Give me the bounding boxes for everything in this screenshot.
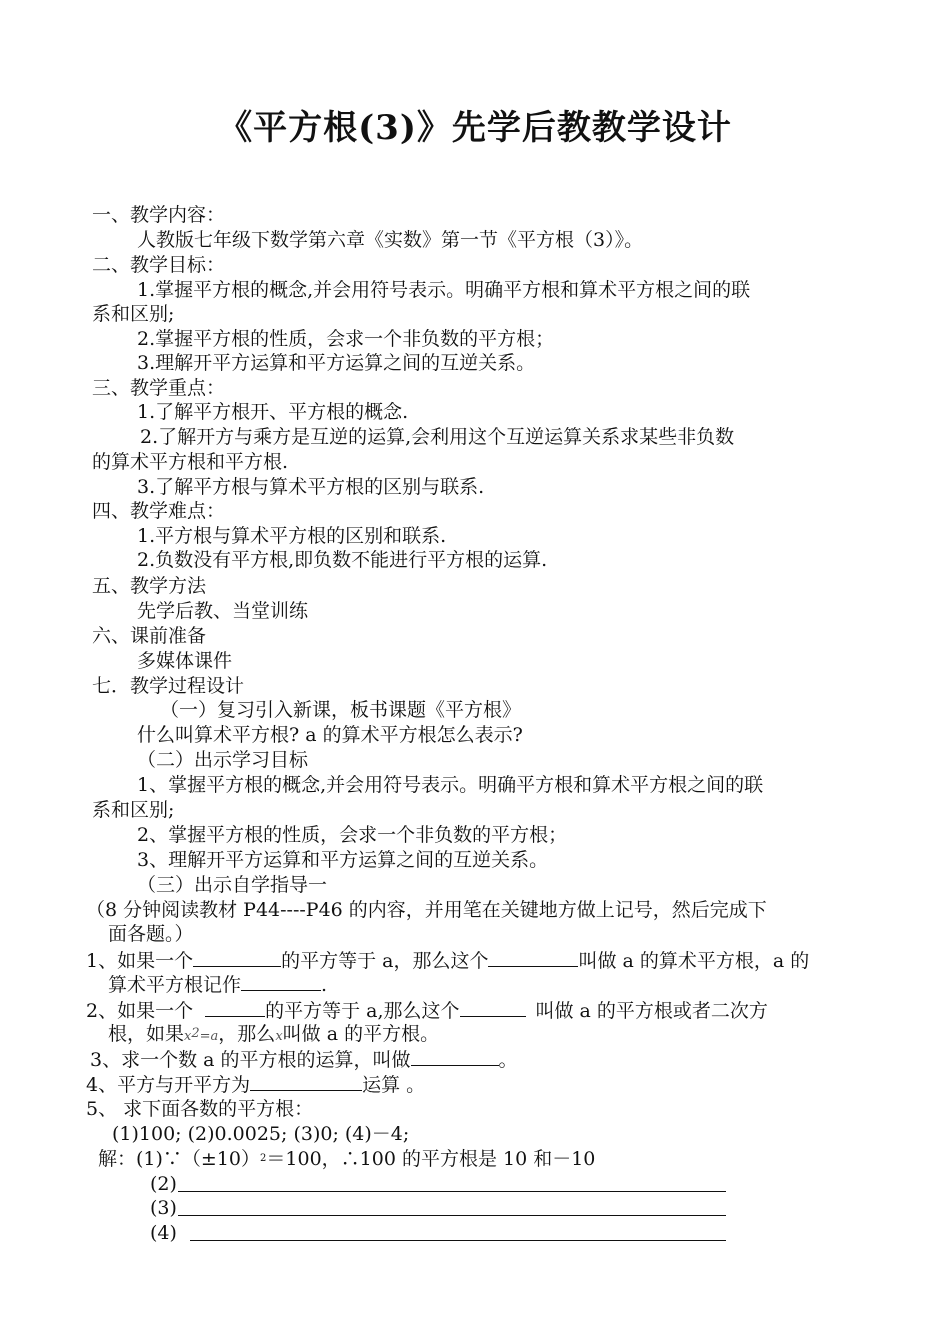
question-text: . [321,974,328,996]
solution-blank-line[interactable] [178,1191,726,1192]
question-text: 的平方等于 a，那么这个 [281,950,489,972]
difficulty-item: 2.负数没有平方根,即负数不能进行平方根的运算. [137,549,548,571]
goal-item: 1、掌握平方根的概念,并会用符号表示。明确平方根和算术平方根之间的联 [137,774,764,796]
question-4 [86,1072,425,1097]
solution-text: 解：(1)∵（±10） [98,1148,261,1170]
solution-text: ＝100，∴100 的平方根是 10 和－10 [266,1148,596,1170]
section-heading: 五、教学方法 [92,575,207,597]
solution-label-2: (2) [150,1173,177,1195]
question-text: 1、如果一个 [86,950,194,972]
answer-blank[interactable] [241,972,321,991]
solution-blank-line[interactable] [178,1215,726,1216]
question-text: 。 [498,1049,518,1071]
page-title: 《平方根(3)》先学后教教学设计 [218,108,732,148]
question-2-cont [108,1022,439,1049]
formula-equals: =a [199,1029,219,1044]
process-step: （二）出示学习目标 [137,749,309,771]
solution-exponent: 2 [260,1153,267,1164]
formula-x: x [275,1029,283,1044]
key-point-item: 1.了解平方根开、平方根的概念. [137,401,409,423]
question-text: 叫做 a 的平方根或者二次方 [535,1000,768,1022]
answer-blank[interactable] [411,1047,499,1066]
key-point-item: 2.了解开方与乘方是互逆的运算,会利用这个互逆运算关系求某些非负数 [140,426,735,448]
answer-blank[interactable] [250,1072,362,1091]
question-text: 算术平方根记作 [108,974,242,996]
objective-item: 1.掌握平方根的概念,并会用符号表示。明确平方根和算术平方根之间的联 [137,279,751,301]
answer-blank[interactable] [488,948,578,967]
process-step: （一）复习引入新课，板书课题《平方根》 [160,699,522,721]
objective-item-cont: 系和区别; [92,303,175,325]
difficulty-item: 1.平方根与算术平方根的区别和联系. [137,525,447,547]
section-heading: 七．教学过程设计 [92,675,245,697]
solution-line-1 [98,1147,595,1171]
key-point-item: 3.了解平方根与算术平方根的区别与联系. [137,476,485,498]
question-3 [90,1047,518,1072]
answer-blank[interactable] [460,998,526,1017]
question-text: 叫做 a 的平方根。 [282,1023,440,1045]
review-question: 什么叫算术平方根? a 的算术平方根怎么表示? [137,724,523,746]
goal-item: 3、理解开平方运算和平方运算之间的互逆关系。 [137,849,549,871]
formula-x: x [184,1029,192,1044]
question-5: 5、 求下面各数的平方根： [86,1098,314,1120]
solution-label-3: (3) [150,1197,177,1219]
question-text: 的平方等于 a,那么这个 [265,1000,460,1022]
question-2 [86,998,768,1023]
section-text: 多媒体课件 [137,650,233,672]
goal-item: 2、掌握平方根的性质，会求一个非负数的平方根； [137,824,568,846]
section-text: 人教版七年级下数学第六章《实数》第一节《平方根（3）》。 [137,229,644,251]
reading-guide-cont: 面各题。） [108,923,194,945]
section-heading: 一、教学内容： [92,204,226,226]
reading-guide: （8 分钟阅读教材 P44----P46 的内容，并用笔在关键地方做上记号，然后完成下 [86,899,767,921]
question-text: 根，如果 [108,1023,185,1045]
question-1 [86,948,809,973]
process-step: （三）出示自学指导一 [137,874,328,896]
question-1-cont [108,972,327,997]
question-text: 运算 。 [362,1074,426,1096]
section-heading: 三、教学重点： [92,377,226,399]
section-text: 先学后教、当堂训练 [137,600,309,622]
section-heading: 二、教学目标： [92,254,226,276]
question-text: 叫做 a 的算术平方根，a 的 [578,950,810,972]
section-heading: 四、教学难点： [92,500,226,522]
objective-item: 2.掌握平方根的性质，会求一个非负数的平方根； [137,328,555,350]
question-5-items: (1)100; (2)0.0025; (3)0; (4)－4; [112,1123,410,1145]
answer-blank[interactable] [193,948,281,967]
question-text: 3、求一个数 a 的平方根的运算，叫做 [90,1049,411,1071]
objective-item: 3.理解开平方运算和平方运算之间的互逆关系。 [137,352,536,374]
question-text: 2、如果一个 [86,1000,194,1022]
solution-blank-line[interactable] [190,1240,726,1241]
answer-blank[interactable] [205,998,265,1017]
question-text: 4、平方与开平方为 [86,1074,251,1096]
key-point-item-cont: 的算术平方根和平方根. [92,451,289,473]
question-text: ，那么 [218,1023,276,1045]
goal-item-cont: 系和区别; [92,799,175,821]
formula-exponent: 2 [191,1026,200,1041]
section-heading: 六、课前准备 [92,625,207,647]
solution-label-4: (4) [150,1222,177,1244]
